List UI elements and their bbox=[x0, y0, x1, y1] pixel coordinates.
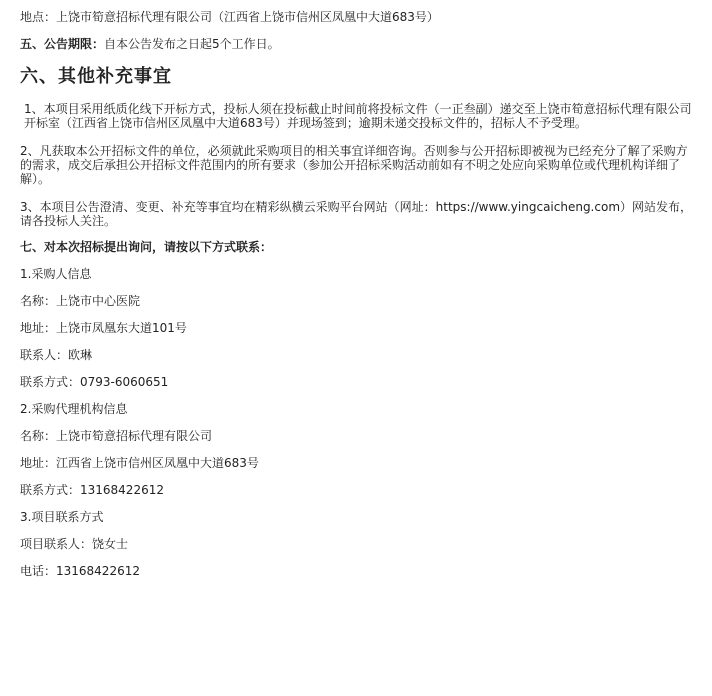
project-contact-phone: 电话：13168422612 bbox=[20, 564, 140, 578]
purchaser-name: 名称：上饶市中心医院 bbox=[20, 294, 141, 308]
project-contact-person: 项目联系人：饶女士 bbox=[20, 537, 129, 551]
announcement-period-text: 自本公告发布之日起5个工作日。 bbox=[104, 37, 280, 51]
announcement-period-heading: 五、公告期限： bbox=[20, 37, 105, 51]
purchaser-contact: 联系人：欧琳 bbox=[20, 348, 93, 362]
purchaser-phone: 联系方式：0793-6060651 bbox=[20, 375, 169, 389]
announcement-period bbox=[20, 37, 280, 52]
agent-title: 2.采购代理机构信息 bbox=[20, 402, 128, 416]
purchaser-address: 地址：上饶市凤凰东大道101号 bbox=[20, 321, 187, 335]
agent-phone: 联系方式：13168422612 bbox=[20, 483, 164, 497]
supplement-item-2: 2、凡获取本公开招标文件的单位，必须就此采购项目的相关事宜详细咨询。否则参与公开招标即被视为已经充分了解了采购方的需求，成交后承担公开招标文件范围内的所有要求（参加公开招标采购活动前如有不明之处应向采购单位或代理机构详细了解）。 bbox=[20, 144, 688, 186]
location-line: 地点：上饶市筍意招标代理有限公司（江西省上饶市信州区凤凰中大道683号） bbox=[20, 10, 439, 24]
purchaser-title: 1.采购人信息 bbox=[20, 267, 92, 281]
section6-heading: 六、其他补充事宜 bbox=[20, 66, 172, 87]
agent-address: 地址：江西省上饶市信州区凤凰中大道683号 bbox=[20, 456, 259, 470]
supplement-item-3: 3、本项目公告澄清、变更、补充等事宜均在精彩纵横云采购平台网站（网址：https://www.yingcaicheng.com）网站发布，请各投标人关注。 bbox=[20, 200, 693, 228]
section7-heading: 七、对本次招标提出询问，请按以下方式联系： bbox=[20, 240, 273, 254]
project-contact-title: 3.项目联系方式 bbox=[20, 510, 104, 524]
agent-name: 名称：上饶市筍意招标代理有限公司 bbox=[20, 429, 213, 443]
supplement-item-1: 1、本项目采用纸质化线下开标方式，投标人须在投标截止时间前将投标文件（一正叁副）递交至上饶市筍意招标代理有限公司开标室（江西省上饶市信州区凤凰中大道683号）并现场签到；逾期未递交投标文件的，招标人不予受理。 bbox=[24, 102, 692, 130]
